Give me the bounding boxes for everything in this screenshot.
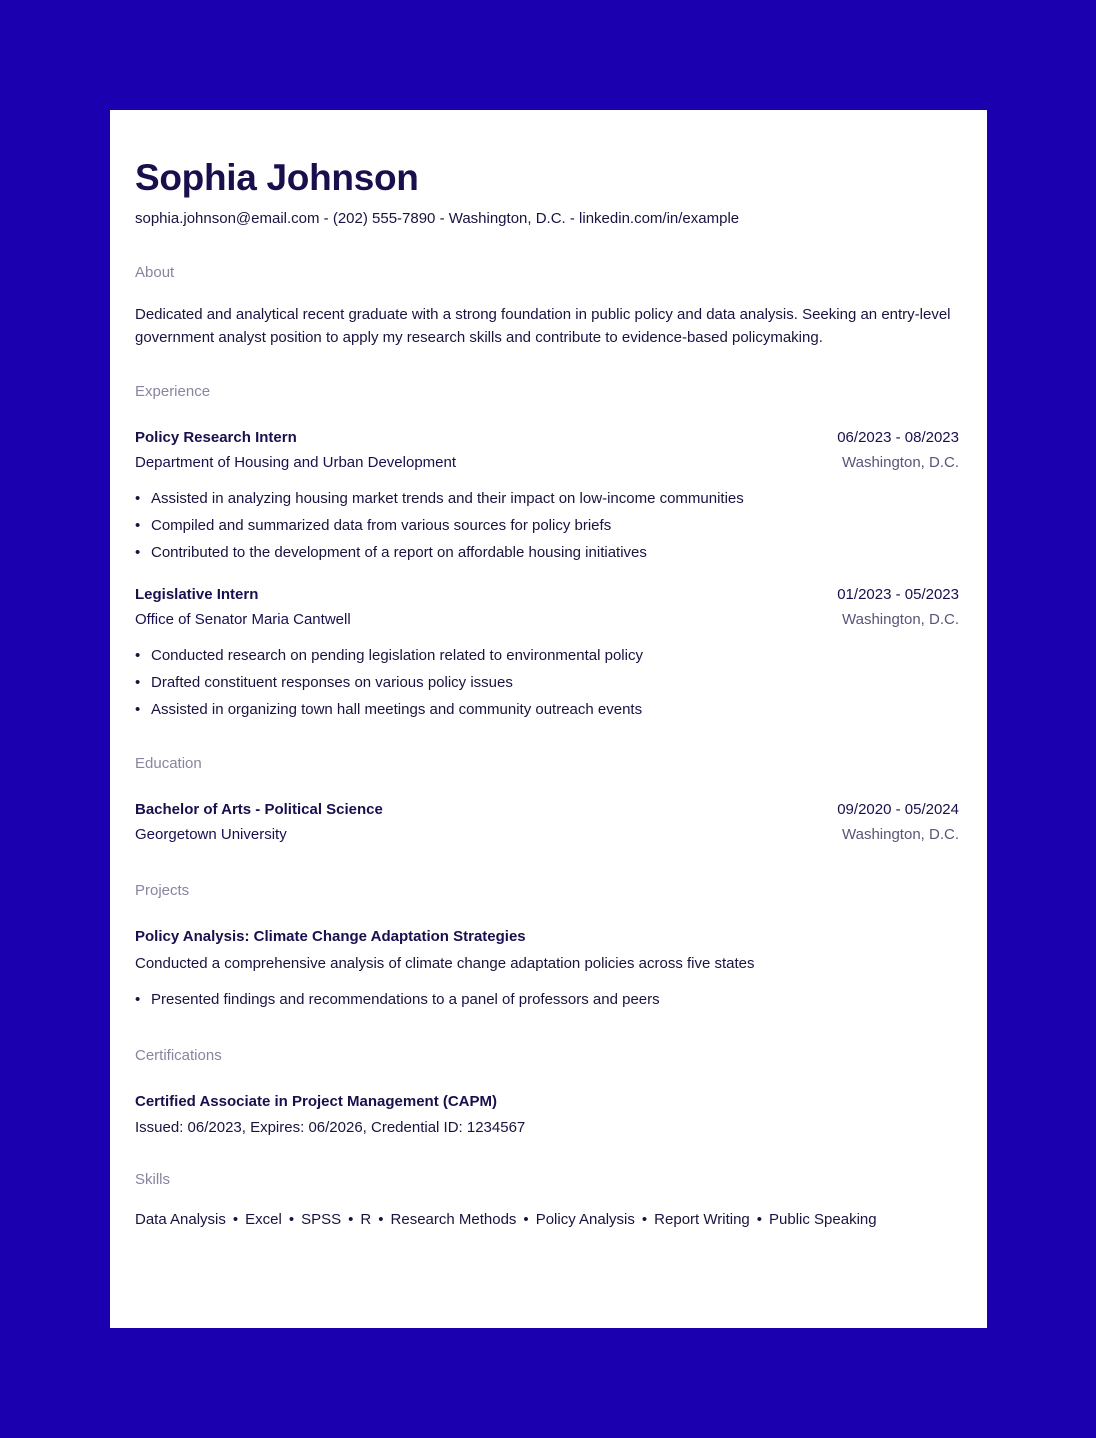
list-item: • Conducted research on pending legislation related to environmental policy	[135, 647, 643, 664]
bullet-icon: •	[135, 544, 141, 561]
skill-item: Data Analysis	[135, 1211, 226, 1228]
job-dates: 01/2023 - 05/2023	[837, 586, 959, 603]
skill-separator: •	[232, 1211, 239, 1228]
certification-details: Issued: 06/2023, Expires: 06/2026, Credential ID: 1234567	[135, 1119, 526, 1136]
employer: Office of Senator Maria Cantwell	[135, 611, 351, 628]
skill-item: Policy Analysis	[535, 1211, 635, 1228]
project-name: Policy Analysis: Climate Change Adaptation Strategies	[135, 928, 526, 945]
resume-page	[110, 110, 987, 1328]
job-bullets	[135, 647, 959, 719]
candidate-name: Sophia Johnson	[135, 157, 419, 198]
education-dates: 09/2020 - 05/2024	[837, 801, 959, 818]
certification-name: Certified Associate in Project Management (CAPM)	[135, 1093, 498, 1110]
project-bullets	[135, 991, 959, 1009]
school: Georgetown University	[135, 826, 287, 843]
skill-separator: •	[378, 1211, 384, 1228]
job-title: Legislative Intern	[135, 586, 259, 603]
skill-separator: •	[756, 1211, 763, 1228]
project-entry	[135, 928, 959, 1009]
list-item: • Compiled and summarized data from various sources for policy briefs	[135, 517, 612, 534]
about-summary: Dedicated and analytical recent graduate with a strong foundation in public policy and data analysis. Seeking an entry-level government analyst position to apply my research skills and contribute to evidence-based policymaking.	[135, 306, 951, 346]
skill-item: SPSS	[301, 1211, 342, 1228]
list-item: • Assisted in organizing town hall meetings and community outreach events	[135, 701, 643, 718]
certification-entry	[135, 1093, 959, 1137]
skill-separator: •	[523, 1211, 529, 1228]
skills-list	[135, 1211, 959, 1229]
section-title-certifications: Certifications	[135, 1047, 222, 1064]
skill-item: R	[360, 1211, 372, 1228]
section-title-projects: Projects	[135, 882, 190, 899]
job-location: Washington, D.C.	[842, 454, 959, 471]
experience-entry	[135, 586, 959, 719]
list-item: • Drafted constituent responses on various policy issues	[135, 674, 513, 691]
education-entry	[135, 801, 959, 844]
experience-entry	[135, 429, 959, 562]
job-title: Policy Research Intern	[135, 429, 297, 446]
contact-line: sophia.johnson@email.com - (202) 555-7890 - Washington, D.C. - linkedin.com/in/example	[135, 210, 740, 227]
skill-item: Report Writing	[654, 1211, 750, 1228]
section-title-education: Education	[135, 755, 202, 772]
list-item: • Presented findings and recommendations to a panel of professors and peers	[135, 991, 660, 1008]
bullet-icon: •	[135, 490, 141, 507]
bullet-icon: •	[135, 517, 141, 534]
job-bullets	[135, 490, 959, 562]
skill-item: Excel	[245, 1211, 282, 1228]
job-dates: 06/2023 - 08/2023	[837, 429, 959, 446]
skill-separator: •	[348, 1211, 354, 1228]
bullet-icon: •	[135, 991, 141, 1008]
skill-separator: •	[288, 1211, 295, 1228]
job-location: Washington, D.C.	[842, 611, 959, 628]
skill-separator: •	[641, 1211, 648, 1228]
project-description: Conducted a comprehensive analysis of climate change adaptation policies across five states	[135, 955, 755, 972]
bullet-icon: •	[135, 701, 141, 718]
bullet-icon: •	[135, 674, 141, 691]
list-item: • Assisted in analyzing housing market trends and their impact on low-income communities	[135, 490, 744, 507]
degree: Bachelor of Arts - Political Science	[135, 801, 383, 818]
section-title-about: About	[135, 264, 175, 281]
section-title-skills: Skills	[135, 1171, 171, 1188]
bullet-icon: •	[135, 647, 141, 664]
education-location: Washington, D.C.	[842, 826, 959, 843]
skill-item: Public Speaking	[769, 1211, 877, 1228]
skill-item: Research Methods	[390, 1211, 517, 1228]
section-title-experience: Experience	[135, 383, 211, 400]
list-item: • Contributed to the development of a report on affordable housing initiatives	[135, 544, 647, 561]
employer: Department of Housing and Urban Development	[135, 454, 457, 471]
